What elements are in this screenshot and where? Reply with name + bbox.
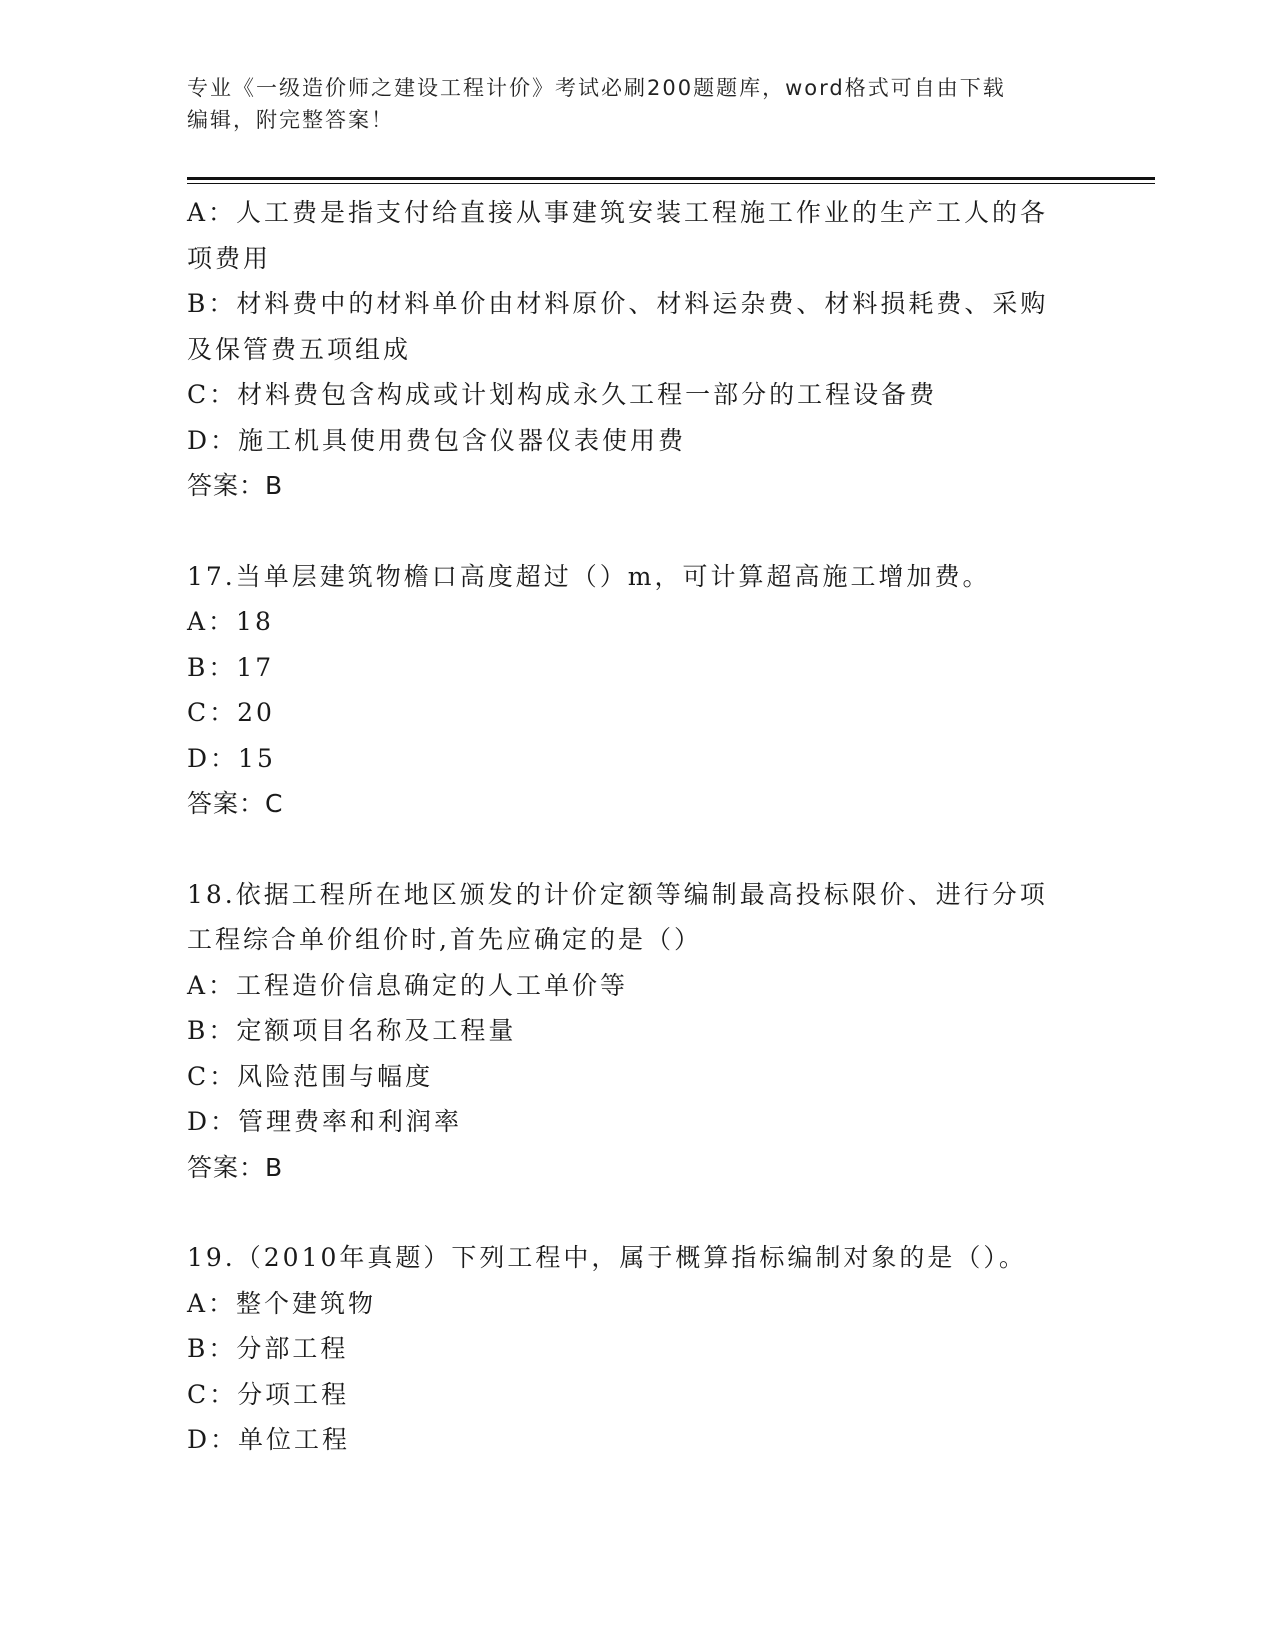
header-rule-thin xyxy=(187,183,1155,184)
option-a: A：人工费是指支付给直接从事建筑安装工程施工作业的生产工人的各 xyxy=(187,198,1049,227)
answer: 答案：B xyxy=(187,1152,284,1182)
option-b-continued: 及保管费五项组成 xyxy=(187,334,412,364)
header-line-2: 编辑，附完整答案！ xyxy=(187,108,394,132)
option-a: A：18 xyxy=(187,607,274,636)
option-c: C：分项工程 xyxy=(187,1379,350,1409)
header-line-1: 专业《一级造价师之建设工程计价》考试必刷200题题库，word格式可自由下载 xyxy=(187,76,1006,100)
header-rule-thick xyxy=(187,177,1155,180)
option-c: C：20 xyxy=(187,698,275,727)
option-a-continued: 项费用 xyxy=(187,243,272,273)
option-c: C：材料费包含构成或计划构成永久工程一部分的工程设备费 xyxy=(187,380,938,409)
option-d: D：单位工程 xyxy=(187,1425,351,1454)
option-b: B：17 xyxy=(187,652,275,682)
question-list xyxy=(187,190,1087,1463)
option-b: B：材料费中的材料单价由材料原价、材料运杂费、材料损耗费、采购 xyxy=(187,289,1049,318)
option-d: D：施工机具使用费包含仪器仪表使用费 xyxy=(187,425,687,455)
document-header xyxy=(187,72,1087,136)
question-17 xyxy=(187,554,1087,827)
option-b: B：定额项目名称及工程量 xyxy=(187,1016,517,1045)
question-19 xyxy=(187,1235,1087,1463)
question-gap xyxy=(187,1190,1087,1235)
question-gap xyxy=(187,827,1087,872)
answer: 答案：C xyxy=(187,789,284,818)
question-16-options xyxy=(187,190,1087,509)
option-d: D：管理费率和利润率 xyxy=(187,1107,463,1136)
question-gap xyxy=(187,509,1087,554)
option-c: C：风险范围与幅度 xyxy=(187,1061,434,1091)
option-d: D：15 xyxy=(187,743,276,773)
option-a: A：整个建筑物 xyxy=(187,1288,377,1318)
question-18 xyxy=(187,872,1087,1191)
question-text-continued: 工程综合单价组价时,首先应确定的是（） xyxy=(187,925,702,954)
question-text: 17.当单层建筑物檐口高度超过（）m，可计算超高施工增加费。 xyxy=(187,561,991,591)
option-b: B：分部工程 xyxy=(187,1334,349,1363)
option-a: A：工程造价信息确定的人工单价等 xyxy=(187,970,629,1000)
question-text: 18.依据工程所在地区颁发的计价定额等编制最高投标限价、进行分项 xyxy=(187,879,1048,909)
question-text: 19.（2010年真题）下列工程中，属于概算指标编制对象的是（）。 xyxy=(187,1243,1027,1272)
answer: 答案：B xyxy=(187,471,284,500)
